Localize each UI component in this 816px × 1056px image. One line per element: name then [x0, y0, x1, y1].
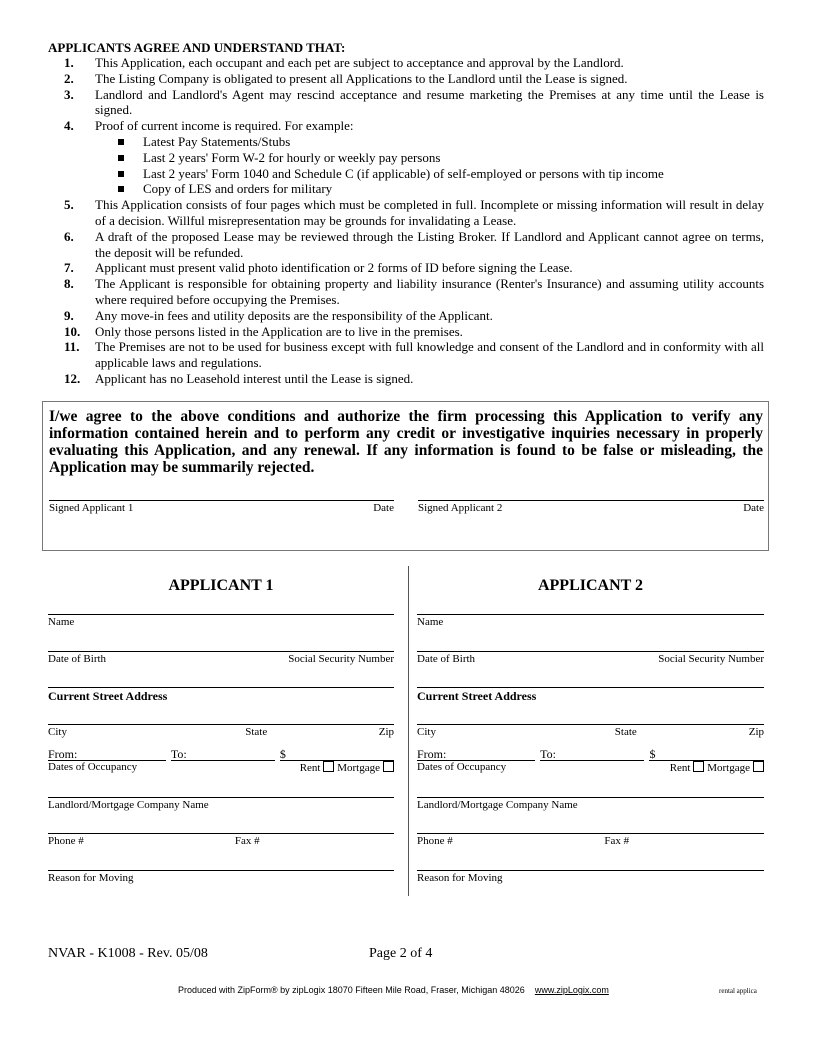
- rent-checkbox[interactable]: [323, 761, 334, 772]
- rent-label: Rent: [669, 762, 691, 774]
- rent-label: Rent: [299, 762, 321, 774]
- to-label: To:: [170, 747, 187, 761]
- ssn-label: Social Security Number: [288, 653, 394, 665]
- reason-for-moving-field[interactable]: [417, 870, 764, 885]
- term-number: 2.: [64, 70, 74, 86]
- to-label: To:: [540, 747, 556, 761]
- form-id: NVAR - K1008 - Rev. 05/08: [48, 946, 208, 961]
- term-text: The Applicant is responsible for obtaining property and liability insurance (Renter's Insurance) and assuming utility accounts where required before occupying the Premises.: [95, 276, 764, 307]
- page-number: Page 2 of 4: [369, 946, 433, 961]
- term-item: [48, 339, 764, 371]
- term-item: [48, 276, 764, 308]
- income-proof-list: [95, 134, 764, 197]
- reason-for-moving-field[interactable]: [48, 870, 394, 885]
- reason-label: Reason for Moving: [417, 872, 503, 884]
- signature-line-applicant-1[interactable]: [49, 500, 394, 515]
- city-state-zip-field[interactable]: [417, 724, 764, 739]
- address-label: Current Street Address: [417, 689, 537, 703]
- name-field[interactable]: [417, 614, 764, 629]
- dob-label: Date of Birth: [48, 653, 107, 665]
- phone-fax-field[interactable]: [48, 833, 394, 848]
- term-number: 11.: [64, 339, 80, 355]
- applicant-title: APPLICANT 2: [537, 577, 644, 594]
- street-address-field[interactable]: [48, 687, 394, 702]
- rent-mortgage-options: [300, 761, 394, 774]
- term-item: [48, 324, 764, 340]
- name-label: Name: [48, 616, 75, 628]
- term-number: 12.: [64, 370, 81, 386]
- dob-ssn-field[interactable]: [48, 651, 394, 666]
- term-text: The Premises are not to be used for business except with full knowledge and consent of the Landlord and in conformity with all applicable laws and regulations.: [95, 339, 764, 371]
- dob-label: Date of Birth: [417, 653, 476, 665]
- term-text: A draft of the proposed Lease may be reviewed through the Listing Broker. If Landlord and Applicant cannot agree on terms, the deposit will be refunded.: [95, 228, 764, 260]
- dollar-label: $: [279, 747, 286, 761]
- mortgage-checkbox[interactable]: [753, 761, 764, 772]
- term-text: Proof of current income is required. For example:: [95, 118, 354, 134]
- column-divider: [408, 566, 409, 896]
- name-label: Name: [417, 616, 444, 628]
- dollar-label: $: [649, 747, 656, 761]
- term-item: [48, 260, 764, 276]
- term-number: 7.: [64, 260, 74, 276]
- from-label: From:: [48, 747, 78, 761]
- term-item: [48, 55, 764, 71]
- landlord-label: Landlord/Mortgage Company Name: [417, 799, 578, 811]
- term-number: 4.: [64, 118, 74, 134]
- state-label: State: [614, 726, 637, 738]
- address-label: Current Street Address: [48, 689, 168, 703]
- term-item: [48, 197, 764, 229]
- term-item: [48, 308, 764, 324]
- city-label: City: [48, 726, 67, 738]
- term-text: Any move-in fees and utility deposits are the responsibility of the Applicant.: [95, 307, 493, 323]
- fax-label: Fax #: [234, 835, 260, 847]
- occupancy-row: [48, 761, 394, 775]
- mortgage-label: Mortgage: [707, 762, 750, 774]
- mortgage-label: Mortgage: [337, 762, 380, 774]
- term-item: [48, 371, 764, 387]
- street-address-field[interactable]: [417, 687, 764, 702]
- fax-label: Fax #: [604, 835, 630, 847]
- produced-by: [178, 985, 609, 995]
- file-name: rental applica: [719, 987, 757, 995]
- city-label: City: [417, 726, 436, 738]
- term-item: [48, 229, 764, 261]
- dates-of-occupancy-label: Dates of Occupancy: [417, 761, 507, 773]
- term-text: Applicant must present valid photo identification or 2 forms of ID before signing the Lease.: [95, 260, 573, 276]
- term-item: [48, 118, 764, 197]
- landlord-label: Landlord/Mortgage Company Name: [48, 799, 209, 811]
- term-number: 8.: [64, 276, 74, 292]
- ziplogix-link[interactable]: www.zipLogix.com: [534, 985, 609, 995]
- term-item: [48, 87, 764, 119]
- occupancy-dates-row: [48, 747, 394, 761]
- term-number: 10.: [64, 323, 81, 339]
- date-label: Date: [743, 502, 764, 514]
- signed-applicant-1-label: Signed Applicant 1: [49, 502, 134, 514]
- term-text: This Application, each occupant and each pet are subject to acceptance and approval by the Landlord.: [95, 55, 624, 70]
- city-state-zip-field[interactable]: [48, 724, 394, 739]
- from-label: From:: [417, 747, 447, 761]
- term-number: 3.: [64, 86, 74, 102]
- dates-of-occupancy-label: Dates of Occupancy: [48, 761, 138, 773]
- rent-mortgage-options: [670, 761, 764, 774]
- signature-line-applicant-2[interactable]: [418, 500, 764, 515]
- reason-label: Reason for Moving: [48, 872, 134, 884]
- term-text: Applicant has no Leasehold interest until the Lease is signed.: [95, 370, 414, 386]
- rent-checkbox[interactable]: [693, 761, 704, 772]
- dob-ssn-field[interactable]: [417, 651, 764, 666]
- landlord-company-field[interactable]: [417, 797, 764, 812]
- term-number: 5.: [64, 197, 74, 213]
- income-proof-item: Last 2 years' Form W-2 for hourly or weekly pay persons: [95, 150, 764, 166]
- terms-list: [48, 55, 764, 387]
- income-proof-item: Latest Pay Statements/Stubs: [95, 134, 764, 150]
- agreement-box: [42, 401, 769, 551]
- occupancy-row: [417, 761, 764, 775]
- term-text: Landlord and Landlord's Agent may rescind acceptance and resume marketing the Premises at any time until the Lease is signed.: [95, 86, 764, 118]
- occupancy-dates-row: [417, 747, 764, 761]
- section-heading: APPLICANTS AGREE AND UNDERSTAND THAT:: [48, 40, 346, 55]
- phone-label: Phone #: [417, 835, 453, 847]
- mortgage-checkbox[interactable]: [383, 761, 394, 772]
- phone-fax-field[interactable]: [417, 833, 764, 848]
- zip-label: Zip: [748, 726, 764, 738]
- term-text: The Listing Company is obligated to present all Applications to the Landlord until the Lease is signed.: [95, 70, 628, 86]
- term-text: Only those persons listed in the Application are to live in the premises.: [95, 323, 463, 339]
- signed-applicant-2-label: Signed Applicant 2: [418, 502, 503, 514]
- applicant-title: APPLICANT 1: [168, 577, 274, 594]
- landlord-company-field[interactable]: [48, 797, 394, 812]
- term-number: 6.: [64, 228, 74, 244]
- term-item: [48, 71, 764, 87]
- date-label: Date: [373, 502, 394, 514]
- zip-label: Zip: [378, 726, 394, 738]
- state-label: State: [245, 726, 268, 738]
- produced-by-text: Produced with ZipForm® by zipLogix 18070 Fifteen Mile Road, Fraser, Michigan 48026: [178, 985, 525, 995]
- term-text: This Application consists of four pages which must be completed in full. Incomplete or missing information will result in delay of a decision. Willful misrepresentation may be grounds for invalidating a Lease.: [95, 197, 764, 228]
- term-number: 9.: [64, 307, 74, 323]
- income-proof-item: Copy of LES and orders for military: [95, 181, 764, 197]
- ssn-label: Social Security Number: [658, 653, 764, 665]
- name-field[interactable]: [48, 614, 394, 629]
- agreement-text: I/we agree to the above conditions and authorize the firm processing this Application to verify any information contained herein and to perform any credit or investigative inquiries necessary in properly evaluating this Application, and any renewal. If any information is found to be false or misleading, the Application may be summarily rejected.: [49, 408, 763, 476]
- phone-label: Phone #: [48, 835, 84, 847]
- income-proof-item: Last 2 years' Form 1040 and Schedule C (if applicable) of self-employed or persons with tip income: [95, 166, 764, 182]
- term-number: 1.: [64, 55, 74, 70]
